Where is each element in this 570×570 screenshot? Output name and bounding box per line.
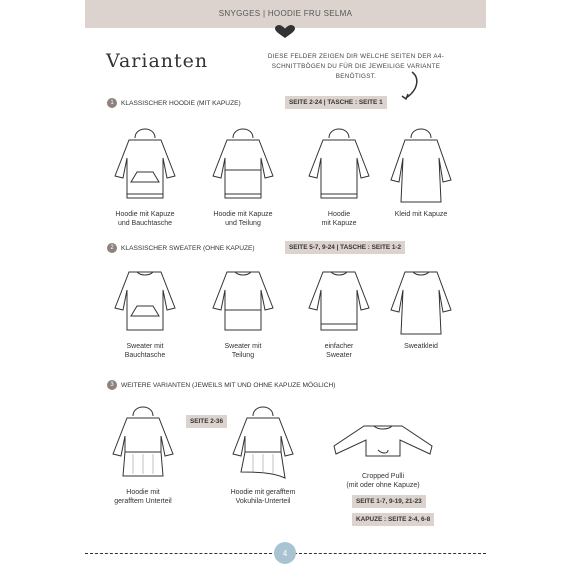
section-1-label: KLASSISCHER HOODIE (MIT KAPUZE) [121, 99, 241, 107]
caption: Hoodie mit gerafftem Vokuhila-Unterteil [230, 489, 296, 505]
cropped-pulli-item [330, 420, 436, 490]
hoodie-pocket-item [100, 124, 190, 228]
caption: Sweatkleid [404, 343, 438, 350]
hoodie-dress-item [376, 124, 466, 219]
sweater-plain-drawing [299, 266, 379, 336]
cropped-tag-hood: KAPUZE : SEITE 2-4, 6-8 [352, 513, 434, 526]
caption: Cropped Pulli (mit oder ohne Kapuze) [346, 473, 420, 489]
hoodie-plain-drawing [299, 124, 379, 204]
sweater-pocket-item [100, 266, 190, 360]
section-1-number: 1 [107, 98, 117, 108]
cropped-pulli-drawing [330, 420, 436, 466]
caption: Sweater mit Bauchtasche [124, 343, 166, 359]
section-2-head [107, 243, 255, 253]
header-bar [85, 0, 486, 28]
section-1-tag: SEITE 2-24 | TASCHE : SEITE 1 [285, 96, 387, 109]
sweater-plain-item [294, 266, 384, 360]
page-number: 4 [274, 542, 296, 564]
hoodie-gathered-item [98, 402, 188, 506]
header-text: SNYGGES | HOODIE FRU SELMA [218, 9, 353, 18]
hoodie-pocket-drawing [105, 124, 185, 204]
hoodie-plain-item [294, 124, 384, 228]
sweater-pocket-drawing [105, 266, 185, 336]
section-3-label: WEITERE VARIANTEN (JEWEILS MIT UND OHNE KAPUZE MÖGLICH) [121, 381, 336, 389]
hoodie-mullet-drawing [223, 402, 303, 482]
cropped-tag-pages: SEITE 1-7, 9-19, 21-23 [352, 495, 426, 508]
sweater-split-drawing [203, 266, 283, 336]
section-2-label: KLASSISCHER SWEATER (OHNE KAPUZE) [121, 244, 255, 252]
sweater-split-item [198, 266, 288, 360]
hoodie-split-drawing [203, 124, 283, 204]
section-1-head [107, 98, 241, 108]
hoodie-gathered-drawing [103, 402, 183, 482]
hoodie-dress-drawing [381, 124, 461, 204]
section-3-head [107, 380, 335, 390]
caption: Hoodie mit Kapuze und Bauchtasche [115, 211, 175, 227]
page-title: Varianten [106, 50, 209, 72]
section-3-tag: SEITE 2-36 [186, 415, 227, 428]
caption: Hoodie mit Kapuze und Teilung [213, 211, 273, 227]
hoodie-split-item [198, 124, 288, 228]
caption: Hoodie mit Kapuze [321, 211, 357, 227]
hoodie-mullet-item [218, 402, 308, 506]
section-2-tag: SEITE 5-7, 9-24 | TASCHE : SEITE 1-2 [285, 241, 405, 254]
section-3-number: 3 [107, 380, 117, 390]
section-2-number: 2 [107, 243, 117, 253]
caption: Kleid mit Kapuze [394, 211, 448, 218]
caption: einfacher Sweater [324, 343, 354, 359]
sweater-dress-item [376, 266, 466, 351]
sweater-dress-drawing [381, 266, 461, 336]
caption: Sweater mit Teilung [224, 343, 262, 359]
heart-icon [274, 25, 296, 39]
caption: Hoodie mit gerafftem Unterteil [114, 489, 172, 505]
note-text: DIESE FELDER ZEIGEN DIR WELCHE SEITEN DER A4-SCHNITTBÖGEN DU FÜR DIE JEWEILIGE VARIANTE BENÖTIGST. [267, 53, 445, 80]
